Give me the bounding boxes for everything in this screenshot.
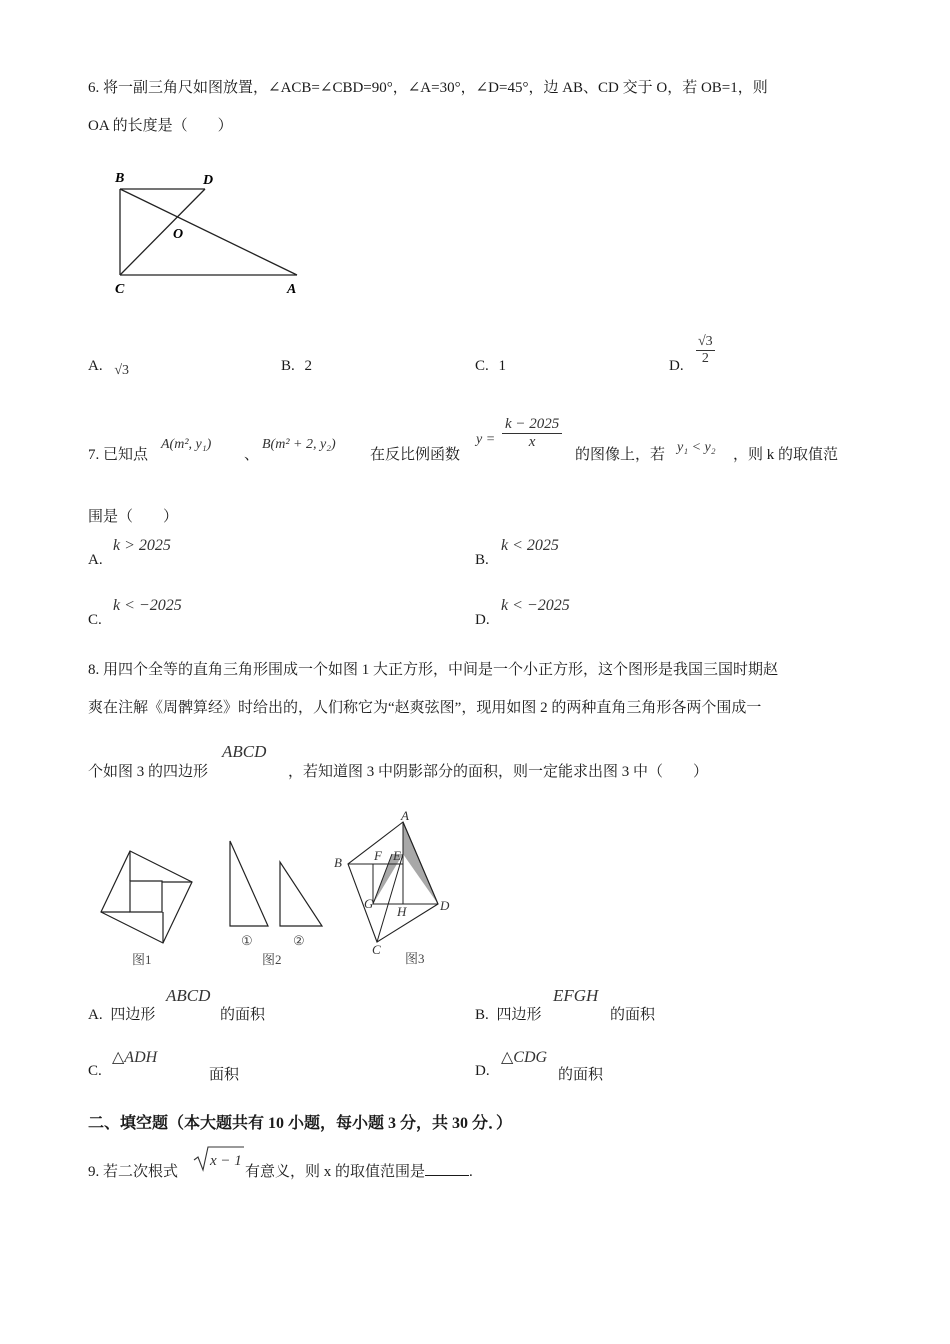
fig3-label-g: G xyxy=(364,896,374,911)
q6-label-b: B xyxy=(115,171,125,186)
fig1-caption: 图1 xyxy=(132,952,152,967)
fig2-label-1: ① xyxy=(241,933,253,948)
q6-label-d: D xyxy=(203,173,214,188)
q6-label-o: O xyxy=(173,227,184,242)
q7-func-num: k − 2025 xyxy=(502,416,562,434)
q6-option-c[interactable] xyxy=(475,358,506,375)
q6-text-line1 xyxy=(88,76,768,97)
q6-option-d-letter[interactable]: D. xyxy=(669,358,684,374)
q9-prefix xyxy=(88,1160,178,1181)
q7-func-fraction xyxy=(502,416,562,451)
q9-post: 有意义，则 x 的取值范围是 xyxy=(245,1164,426,1180)
fig2-triangle-1 xyxy=(230,841,268,926)
q6-label-c: C xyxy=(115,282,125,297)
q7-cond: y₁ < y₂ xyxy=(677,440,716,455)
fig3-label-h: H xyxy=(397,904,407,919)
q6-option-b-letter: B. xyxy=(281,358,295,374)
q8-option-a-math: ABCD xyxy=(166,986,211,1005)
q8-option-b-letter: B. xyxy=(475,1007,489,1023)
q9-number: 9. xyxy=(88,1164,100,1180)
fig3-label-d: D xyxy=(440,898,450,913)
q7-option-a-letter[interactable]: A. xyxy=(88,552,103,568)
q7-option-d-letter[interactable]: D. xyxy=(475,612,490,628)
q7-prefix xyxy=(88,443,148,464)
q7-pre: 已知点 xyxy=(103,447,149,463)
q6-option-c-letter: C. xyxy=(475,358,489,374)
q6-option-a-value: √3 xyxy=(114,363,130,378)
q9-answer-blank[interactable] xyxy=(425,1161,469,1176)
q8-option-b-post: 的面积 xyxy=(610,1007,656,1023)
q9-suffix xyxy=(245,1160,473,1181)
q7-line2: 围是（ ） xyxy=(88,509,179,525)
q9-pre: 若二次根式 xyxy=(103,1164,179,1180)
q7-post: ，则 k 的取值范 xyxy=(733,447,839,463)
q7-option-c-value: k < −2025 xyxy=(113,597,182,614)
q6-option-a-letter: A. xyxy=(88,358,103,374)
q7-number: 7. xyxy=(88,447,100,463)
q9-end: . xyxy=(469,1164,473,1180)
q8-option-d-math: △CDG xyxy=(501,1049,548,1066)
q8-figure1 xyxy=(96,848,196,970)
q8-option-d-letter[interactable]: D. xyxy=(475,1063,490,1079)
q7-point-b: B(m² + 2, y₂) xyxy=(262,437,336,452)
fig2-triangle-2 xyxy=(280,862,322,926)
q8-option-b-math: EFGH xyxy=(553,986,599,1005)
q8-line3-post: ，若知道图 3 中阴影部分的面积，则一定能求出图 3 中（ ） xyxy=(288,764,709,780)
fig1-outer-square xyxy=(101,851,192,943)
q8-option-c-math: △ADH xyxy=(112,1049,158,1066)
q8-line3-math: ABCD xyxy=(222,742,267,761)
q7-option-a-value: k > 2025 xyxy=(113,537,171,554)
q8-line2: 爽在注解《周髀算经》时给出的，人们称它为“赵爽弦图”，现用如图 2 的两种直角三角形各两个围成一 xyxy=(88,700,762,716)
q7-mid: 在反比例函数 xyxy=(370,447,461,463)
q7-option-b-value: k < 2025 xyxy=(501,537,559,554)
q8-option-a-pre: 四边形 xyxy=(110,1007,156,1023)
q7-sep: 、 xyxy=(244,447,260,463)
q7-point-a: A(m², y₁) xyxy=(161,437,212,452)
fig3-caption: 图3 xyxy=(405,951,425,966)
q6-option-c-value: 1 xyxy=(498,358,507,374)
q8-number: 8. xyxy=(88,662,100,678)
q6-stem-1: 将一副三角尺如图放置，∠ACB=∠CBD=90°，∠A=30°，∠D=45°，边 AB、CD 交于 O，若 OB=1，则 xyxy=(103,80,768,96)
fig3-label-b: B xyxy=(334,855,342,870)
fig1-inner-square xyxy=(130,881,162,912)
q6-option-b-value: 2 xyxy=(304,358,313,374)
section2-heading: 二、填空题（本大题共有 10 小题，每小题 3 分，共 30 分．） xyxy=(88,1115,513,1132)
q6-option-a[interactable] xyxy=(88,358,130,378)
q8-figure3 xyxy=(330,806,460,970)
q9-radicand: x − 1 xyxy=(210,1153,242,1169)
q8-line1 xyxy=(88,658,778,679)
q6-edge-ba xyxy=(120,189,297,275)
q7-option-d-value: k < −2025 xyxy=(501,597,570,614)
q6-figure xyxy=(105,165,315,300)
fig2-caption: 图2 xyxy=(262,952,282,967)
fig3-label-e: E xyxy=(393,848,401,863)
fig3-label-f: F xyxy=(374,848,382,863)
q7-option-b-letter[interactable]: B. xyxy=(475,552,489,568)
q8-line3-pre: 个如图 3 的四边形 xyxy=(88,764,209,780)
q6-option-d-den: 2 xyxy=(701,351,709,366)
q6-option-d-fraction xyxy=(696,334,715,367)
q6-option-b[interactable] xyxy=(281,358,312,375)
q8-option-c-post: 面积 xyxy=(209,1067,240,1083)
q8-figure2 xyxy=(222,836,327,970)
q7-mid2: 的图像上，若 xyxy=(575,447,666,463)
q8-option-b[interactable] xyxy=(475,1003,542,1024)
q7-option-c-letter[interactable]: C. xyxy=(88,612,102,628)
q6-number: 6. xyxy=(88,80,100,96)
fig3-label-c: C xyxy=(372,942,381,957)
q8-option-b-pre: 四边形 xyxy=(496,1007,542,1023)
q8-option-c-letter[interactable]: C. xyxy=(88,1063,102,1079)
q6-edge-cd xyxy=(120,189,205,275)
q8-option-a[interactable] xyxy=(88,1003,155,1024)
q6-stem-2: OA 的长度是（ ） xyxy=(88,118,233,134)
q8-option-a-post: 的面积 xyxy=(220,1007,266,1023)
q8-option-a-letter: A. xyxy=(88,1007,103,1023)
q9-radical xyxy=(193,1144,245,1174)
q8-option-d-post: 的面积 xyxy=(558,1067,604,1083)
fig3-line-ad xyxy=(403,822,438,904)
fig2-label-2: ② xyxy=(293,933,305,948)
q7-func-den: x xyxy=(528,434,536,450)
q6-label-a: A xyxy=(287,282,297,297)
q6-option-d-num: √3 xyxy=(698,334,713,349)
fig3-label-a: A xyxy=(401,808,409,823)
q8-text-1: 用四个全等的直角三角形围成一个如图 1 大正方形，中间是一个小正方形，这个图形是我国三国时期赵 xyxy=(103,662,779,678)
q7-func-lhs: y = xyxy=(476,432,496,447)
